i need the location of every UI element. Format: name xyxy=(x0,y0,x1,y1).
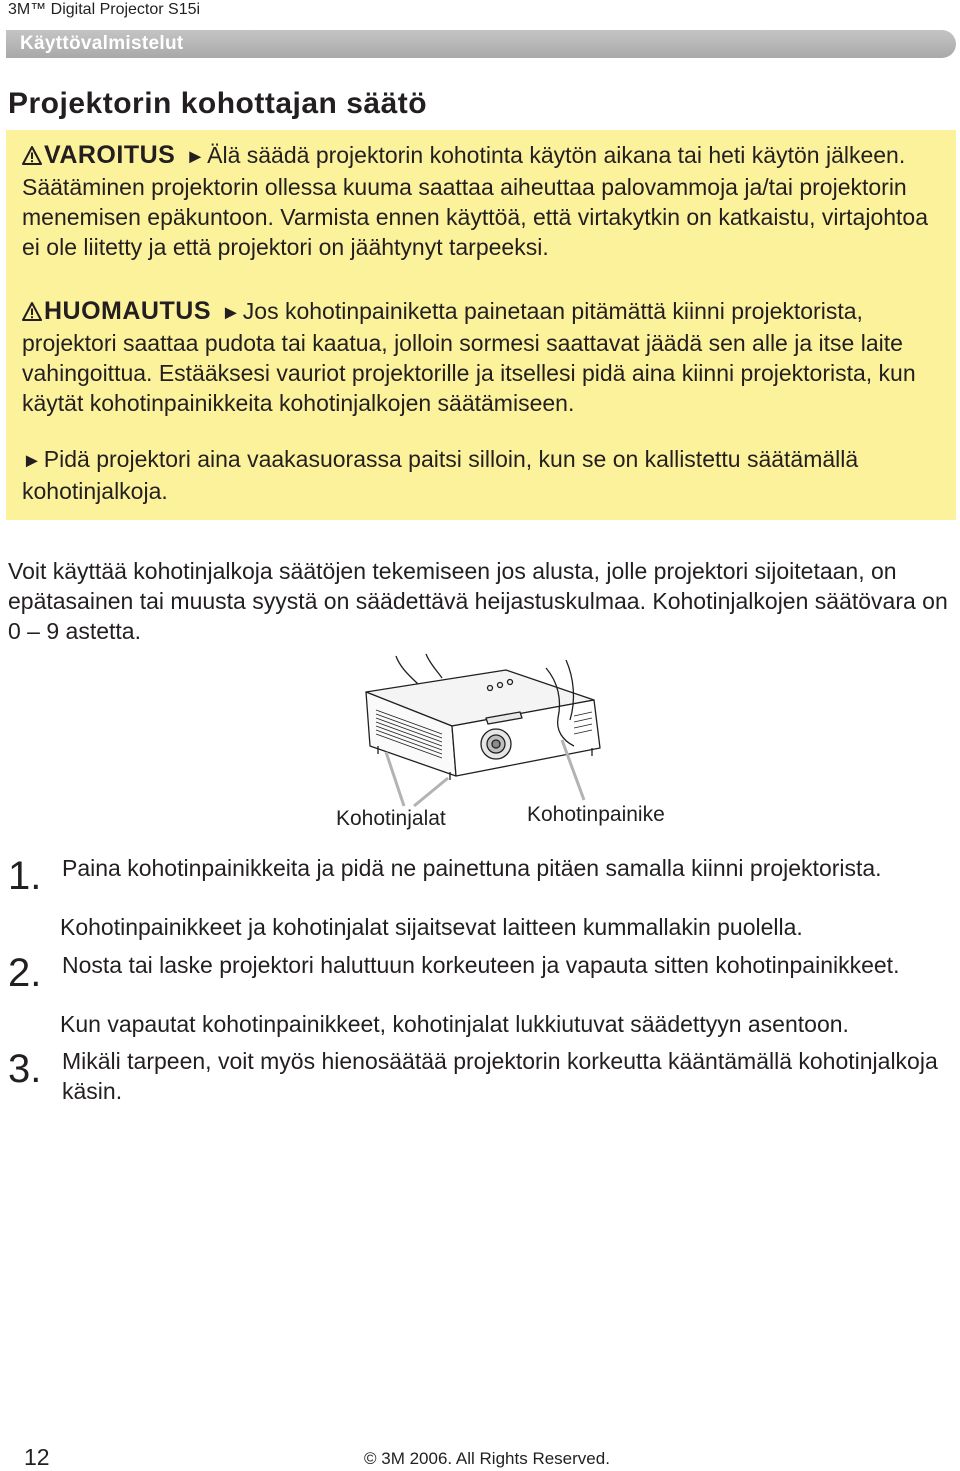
section-header-bar xyxy=(6,30,956,58)
step-number: 1. xyxy=(8,854,42,898)
step-text: Mikäli tarpeen, voit myös hienosäätää projektorin korkeutta kääntämällä kohotinjalkoja käsin. xyxy=(62,1048,938,1104)
caution-label: HUOMAUTUS xyxy=(44,297,211,325)
step-text: Nosta tai laske projektori haluttuun korkeuteen ja vapauta sitten kohotinpainikkeet. xyxy=(62,952,900,978)
step-number: 3. xyxy=(8,1047,42,1091)
intro-paragraph: Voit käyttää kohotinjalkoja säätöjen tekemiseen jos alusta, jolle projektori sijoitetaan, on epätasainen tai muusta syystä on säädettävä heijastuskulmaa. Kohotinjalkojen säätövara on 0 – 9 astetta. xyxy=(8,558,948,644)
button-label: Kohotinpainike xyxy=(527,803,665,826)
arrow-icon: ► xyxy=(185,146,206,168)
arrow-icon: ► xyxy=(221,302,241,324)
warning-label: VAROITUS xyxy=(44,141,176,169)
arrow-icon: ► xyxy=(22,450,42,472)
step-note: Kohotinpainikkeet ja kohotinjalat sijaitsevat laitteen kummallakin puolella. xyxy=(60,914,803,940)
warning-text: Älä säädä projektorin kohotinta käytön aikana tai heti käytön jälkeen. Säätäminen projektorin ollessa kuuma saattaa aiheuttaa palovammoja ja/tai projektorin menemisen epäkuntoon. Varmista ennen käyttöä, että virtakytkin on katkaistu, virtajohtoa ei ole liitetty ja että projektori on jäähtynyt tarpeeksi. xyxy=(22,142,929,260)
feet-label: Kohotinjalat xyxy=(336,807,446,830)
caution-text-2: Pidä projektori aina vaakasuorassa paitsi silloin, kun se on kallistettu säätämällä kohotinjalkoja. xyxy=(22,446,859,504)
step-note: Kun vapautat kohotinpainikkeet, kohotinjalat lukkiutuvat säädettyyn asentoon. xyxy=(60,1011,849,1037)
warning-paragraph xyxy=(22,140,942,262)
caution-text: Jos kohotinpainiketta painetaan pitämättä kiinni projektorista, projektori saattaa pudota tai kaatua, jolloin sormesi saattavat jäädä sen alle ja itse laite vahingoittua. Estääksesi vauriot projektorille ja itsellesi pidä aina kiinni projektorista, kun käytät kohotinpainikkeita kohotinjalkojen säätämiseen. xyxy=(22,298,916,416)
page-number: 12 xyxy=(24,1444,50,1470)
page-title: Projektorin kohottajan säätö xyxy=(8,87,428,120)
step-number: 2. xyxy=(8,951,42,995)
section-title: Käyttövalmistelut xyxy=(20,33,184,54)
product-name: 3M™ Digital Projector S15i xyxy=(8,1,201,18)
caution-paragraph-2 xyxy=(22,444,942,506)
caution-triangle-icon xyxy=(22,302,42,321)
caution-paragraph xyxy=(22,296,942,418)
step-text: Paina kohotinpainikkeita ja pidä ne painettuna pitäen samalla kiinni projektorista. xyxy=(62,855,882,881)
copyright: © 3M 2006. All Rights Reserved. xyxy=(364,1449,610,1468)
warning-triangle-icon xyxy=(22,146,42,165)
projector-illustration xyxy=(330,648,630,828)
warning-box xyxy=(6,130,956,520)
